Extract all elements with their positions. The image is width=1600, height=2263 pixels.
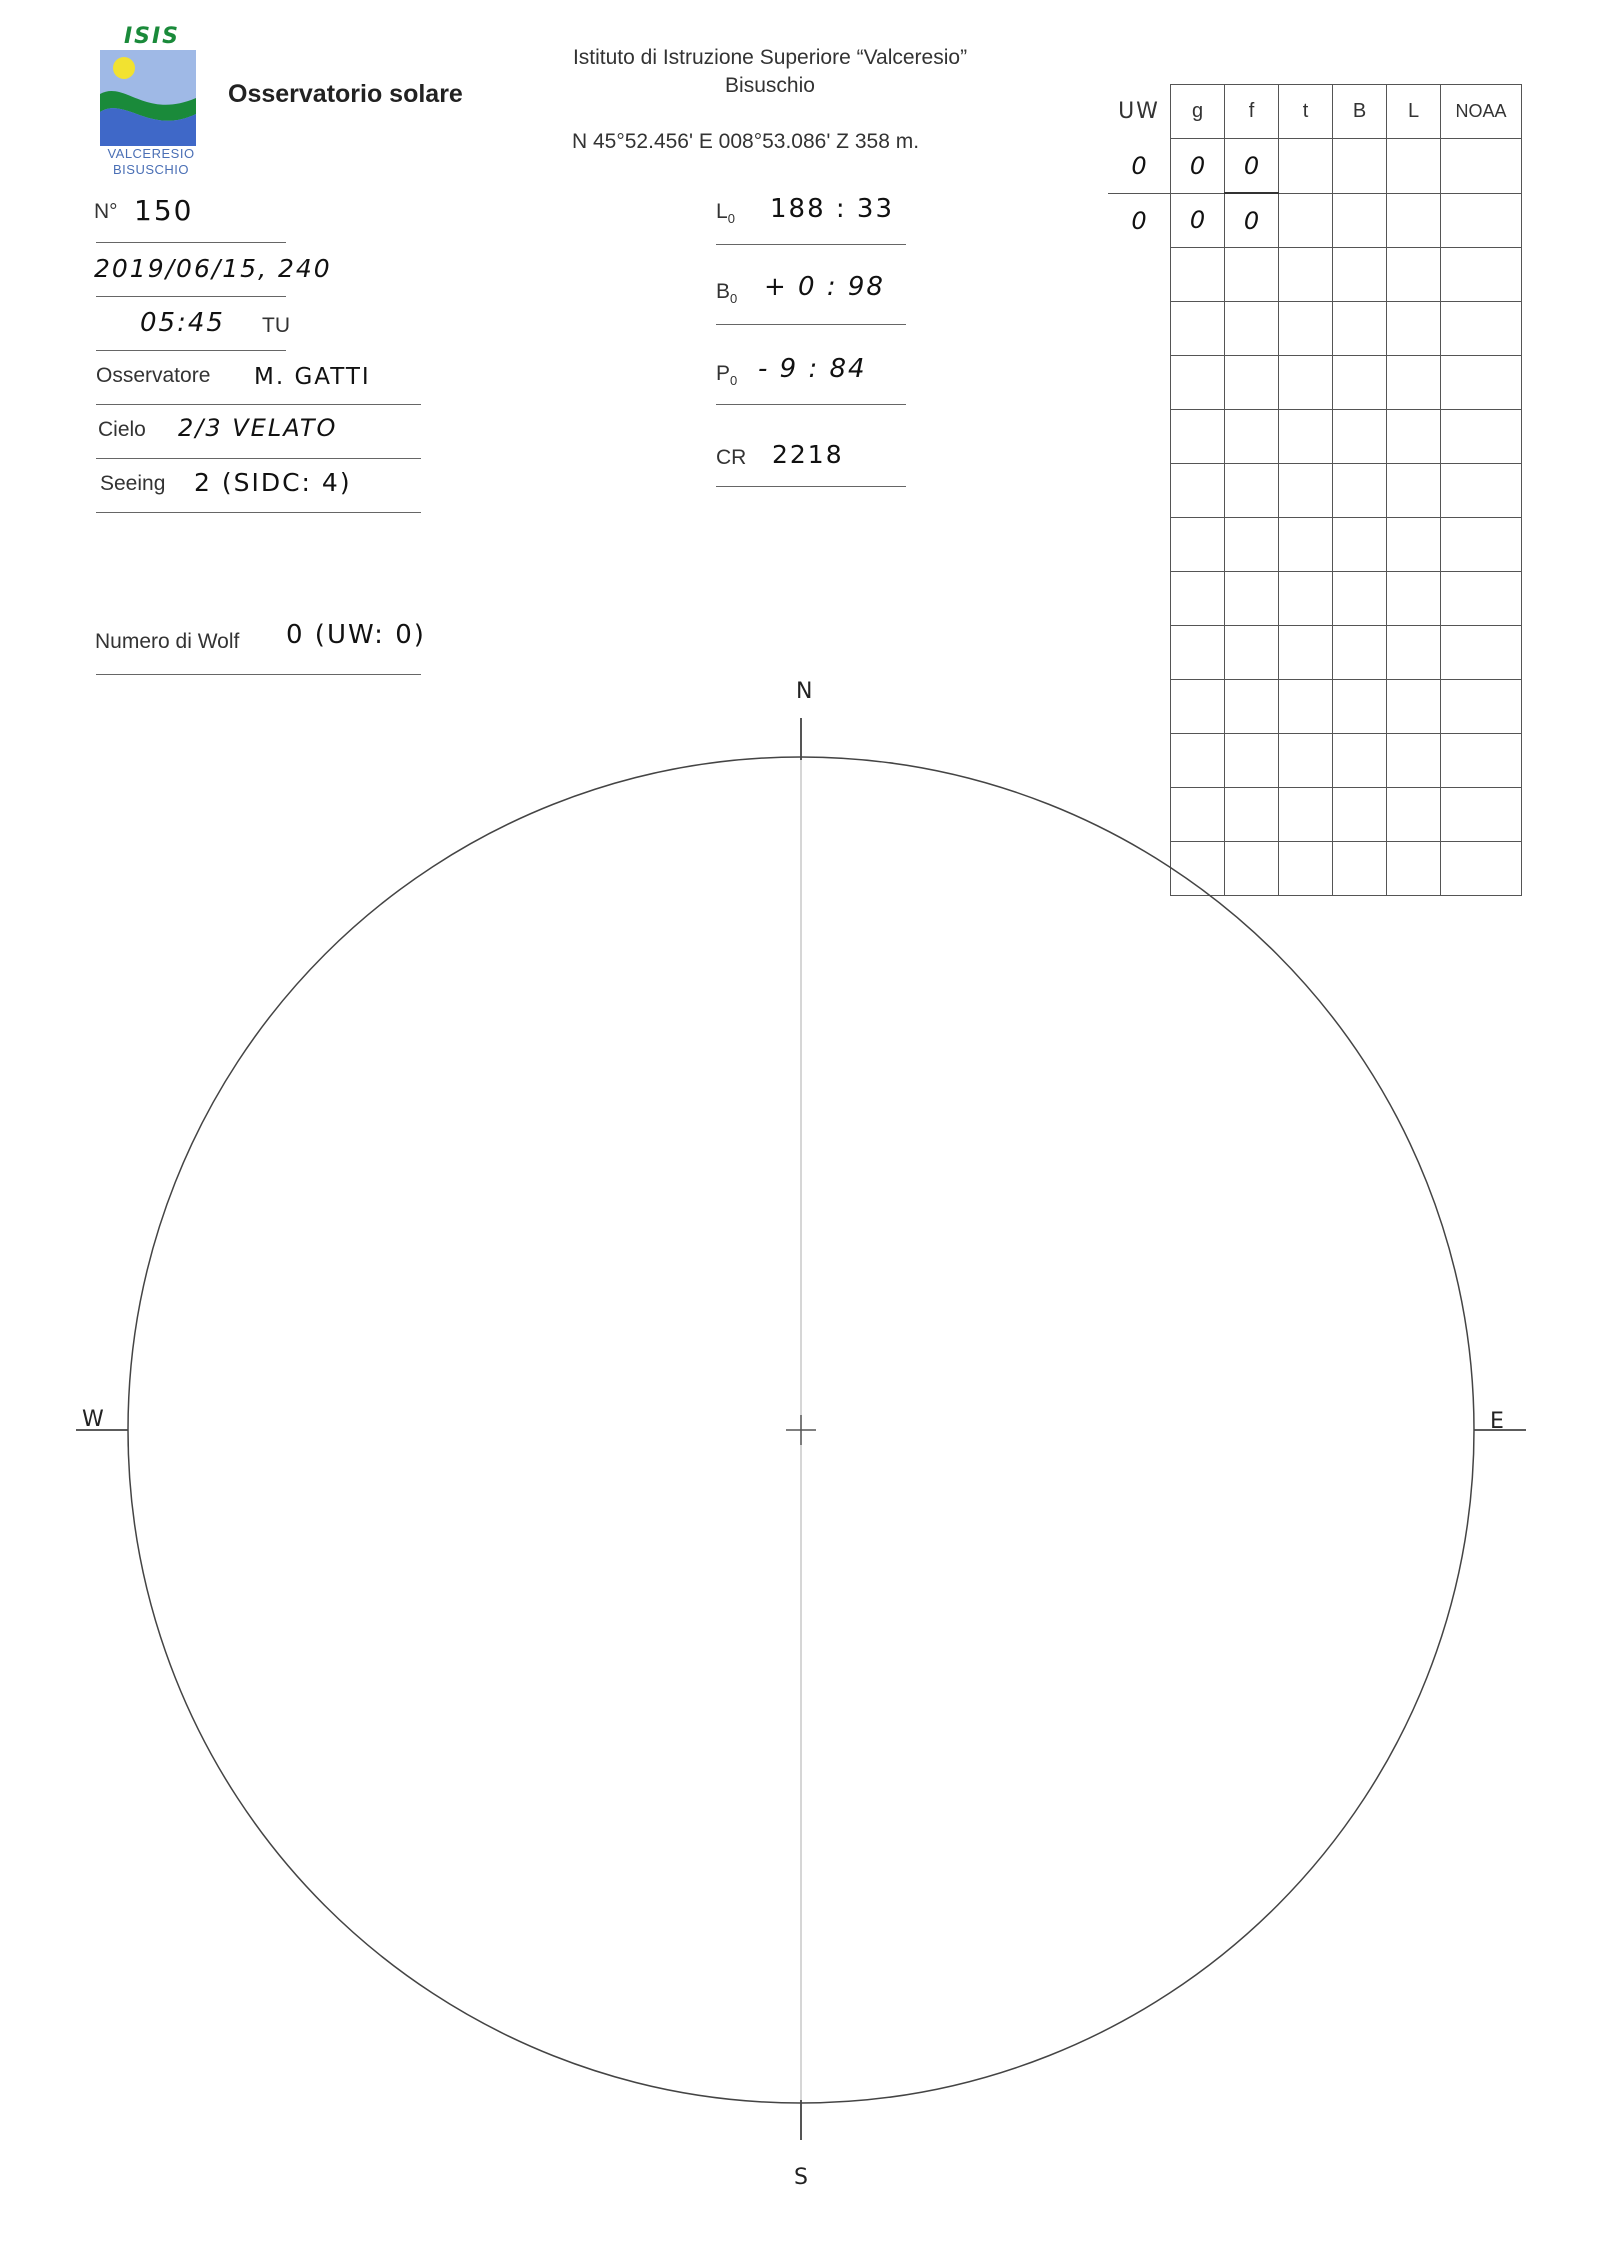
b0-value: + 0 : 98	[764, 272, 885, 302]
p0-label: $P_0$	[716, 362, 738, 389]
cell-uw: 0	[1108, 139, 1171, 194]
cr-value: 2218	[772, 440, 844, 469]
cell-g: 0	[1171, 193, 1225, 248]
header-g: g	[1171, 85, 1225, 139]
logo-subtitle-line2: BISUSCHIO	[112, 162, 189, 177]
sky-label: Cielo	[98, 418, 146, 441]
p0-value: - 9 : 84	[758, 354, 867, 384]
header-f: f	[1225, 85, 1279, 139]
west-label: W	[82, 1407, 104, 1432]
site-coordinates: N 45°52.456' E 008°53.086' Z 358 m.	[572, 130, 920, 153]
observatory-title: Osservatorio solare	[228, 80, 463, 108]
header-L: L	[1387, 85, 1441, 139]
b0-label: $B_0$	[716, 280, 738, 307]
cell-g: 0	[1171, 139, 1225, 194]
header-uw: UW	[1108, 85, 1171, 139]
cr-label: CR	[716, 446, 747, 469]
number-value: 150	[134, 194, 194, 227]
time-unit: TU	[262, 314, 290, 337]
l0-label: $L_0$	[716, 200, 735, 227]
logo-wordmark: ISIS	[123, 24, 181, 49]
logo-subtitle-line1: VALCERESIO	[107, 146, 195, 161]
east-label: E	[1490, 1409, 1504, 1434]
sky-value: 2/3 VELATO	[178, 414, 338, 442]
seeing-label: Seeing	[100, 472, 166, 495]
seeing-value: 2 (SIDC: 4)	[194, 468, 352, 497]
observer-label: Osservatore	[96, 364, 211, 387]
cell-f: 0	[1225, 139, 1279, 194]
wolf-number-label: Numero di Wolf	[95, 630, 240, 653]
time-value: 05:45	[140, 308, 225, 338]
wolf-number-value: 0 (UW: 0)	[286, 620, 426, 650]
date-value: 2019/06/15, 240	[94, 254, 332, 283]
observer-value: M. GATTI	[254, 364, 371, 390]
cell-f: 0	[1225, 193, 1279, 248]
header-B: B	[1333, 85, 1387, 139]
institute-name: Istituto di Istruzione Superiore “Valceresio”	[572, 46, 968, 69]
l0-value: 188 : 33	[770, 194, 894, 224]
header-t: t	[1279, 85, 1333, 139]
number-label: N°	[94, 200, 118, 223]
header-NOAA: NOAA	[1441, 85, 1522, 139]
institute-town: Bisuschio	[725, 74, 815, 97]
north-label: N	[796, 679, 813, 704]
cell-uw: 0	[1108, 193, 1171, 248]
south-label: S	[794, 2165, 808, 2190]
